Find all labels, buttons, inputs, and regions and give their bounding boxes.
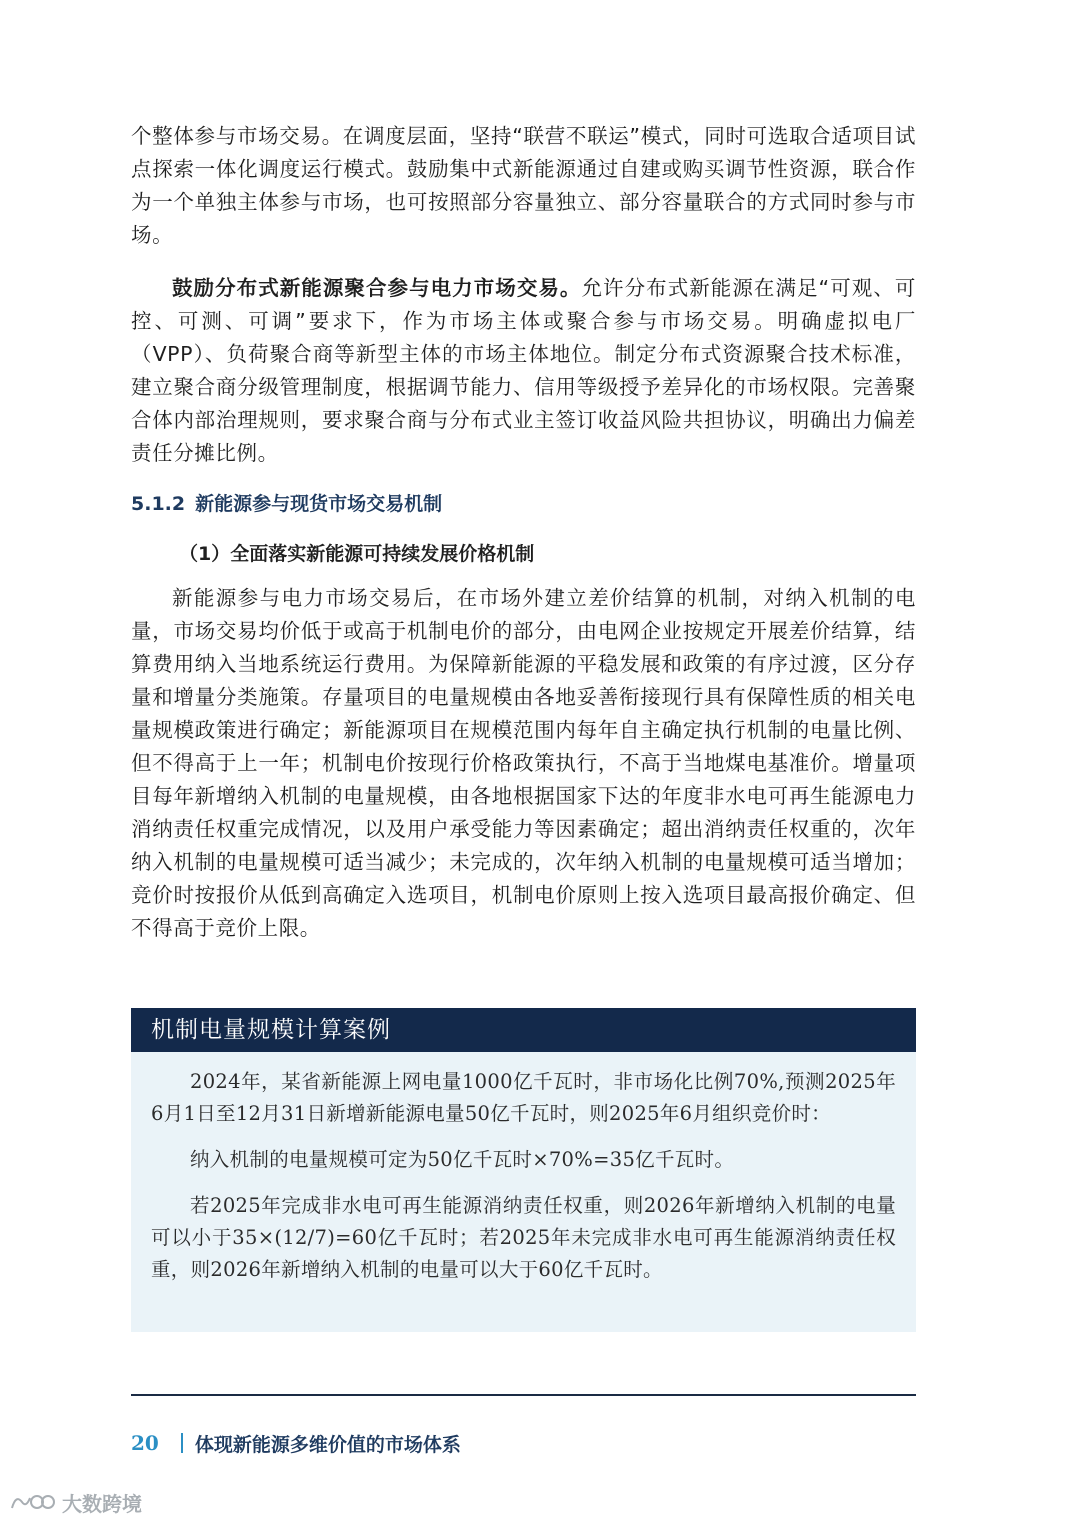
watermark-logo-icon bbox=[10, 1490, 56, 1514]
body-paragraph-2 bbox=[131, 272, 916, 470]
section-heading bbox=[131, 488, 916, 520]
case-paragraph-2: 纳入机制的电量规模可定为50亿千瓦时×70%=35亿千瓦时。 bbox=[190, 1148, 735, 1171]
main-content bbox=[131, 120, 916, 945]
body-paragraph-1: 个整体参与市场交易。在调度层面，坚持“联营不联运”模式，同时可选取合适项目试点探索一体化调度运行模式。鼓励集中式新能源通过自建或购买调节性资源，联合作为一个单独主体参与市场，也可按照部分容量独立、部分容量联合的方式同时参与市场。 bbox=[131, 124, 916, 247]
section-title: 新能源参与现货市场交易机制 bbox=[195, 493, 443, 515]
footer-separator bbox=[181, 1433, 183, 1453]
case-box-title: 机制电量规模计算案例 bbox=[131, 1008, 916, 1052]
paragraph-2-lead: 鼓励分布式新能源聚合参与电力市场交易。 bbox=[172, 276, 582, 300]
watermark bbox=[10, 1488, 142, 1516]
case-paragraph-3: 若2025年完成非水电可再生能源消纳责任权重，则2026年新增纳入机制的电量可以小于35×(12/7)=60亿千瓦时；若2025年未完成非水电可再生能源消纳责任权重，则2026年新增纳入机制的电量可以大于60亿千瓦时。 bbox=[151, 1194, 896, 1281]
subsection-heading: （1）全面落实新能源可持续发展价格机制 bbox=[179, 543, 535, 565]
page-number: 20 bbox=[131, 1431, 159, 1455]
case-box-body bbox=[131, 1052, 916, 1286]
body-paragraph-3: 新能源参与电力市场交易后，在市场外建立差价结算的机制，对纳入机制的电量，市场交易均价低于或高于机制电价的部分，由电网企业按规定开展差价结算，结算费用纳入当地系统运行费用。为保障新能源的平稳发展和政策的有序过渡，区分存量和增量分类施策。存量项目的电量规模由各地妥善衔接现行具有保障性质的相关电量规模政策进行确定；新能源项目在规模范围内每年自主确定执行机制的电量比例、但不得高于上一年；机制电价按现行价格政策执行，不高于当地煤电基准价。增量项目每年新增纳入机制的电量规模，由各地根据国家下达的年度非水电可再生能源电力消纳责任权重完成情况，以及用户承受能力等因素确定；超出消纳责任权重的，次年纳入机制的电量规模可适当减少；未完成的，次年纳入机制的电量规模可适当增加；竞价时按报价从低到高确定入选项目，机制电价原则上按入选项目最高报价确定、但不得高于竞价上限。 bbox=[131, 586, 916, 940]
footer-title: 体现新能源多维价值的市场体系 bbox=[194, 1433, 461, 1456]
case-paragraph-1: 2024年，某省新能源上网电量1000亿千瓦时，非市场化比例70%,预测2025年6月1日至12月31日新增新能源电量50亿千瓦时，则2025年6月组织竞价时： bbox=[151, 1070, 896, 1125]
paragraph-2-text: 允许分布式新能源在满足“可观、可控、可测、可调”要求下，作为市场主体或聚合参与市场交易。明确虚拟电厂（VPP）、负荷聚合商等新型主体的市场主体地位。制定分布式资源聚合技术标准，建立聚合商分级管理制度，根据调节能力、信用等级授予差异化的市场权限。完善聚合体内部治理规则，要求聚合商与分布式业主签订收益风险共担协议，明确出力偏差责任分摊比例。 bbox=[131, 276, 916, 465]
section-number: 5.1.2 bbox=[131, 493, 186, 515]
page-footer bbox=[131, 1428, 461, 1458]
watermark-text: 大数跨境 bbox=[62, 1491, 142, 1516]
footer-divider bbox=[131, 1394, 916, 1396]
case-box bbox=[131, 1008, 916, 1332]
